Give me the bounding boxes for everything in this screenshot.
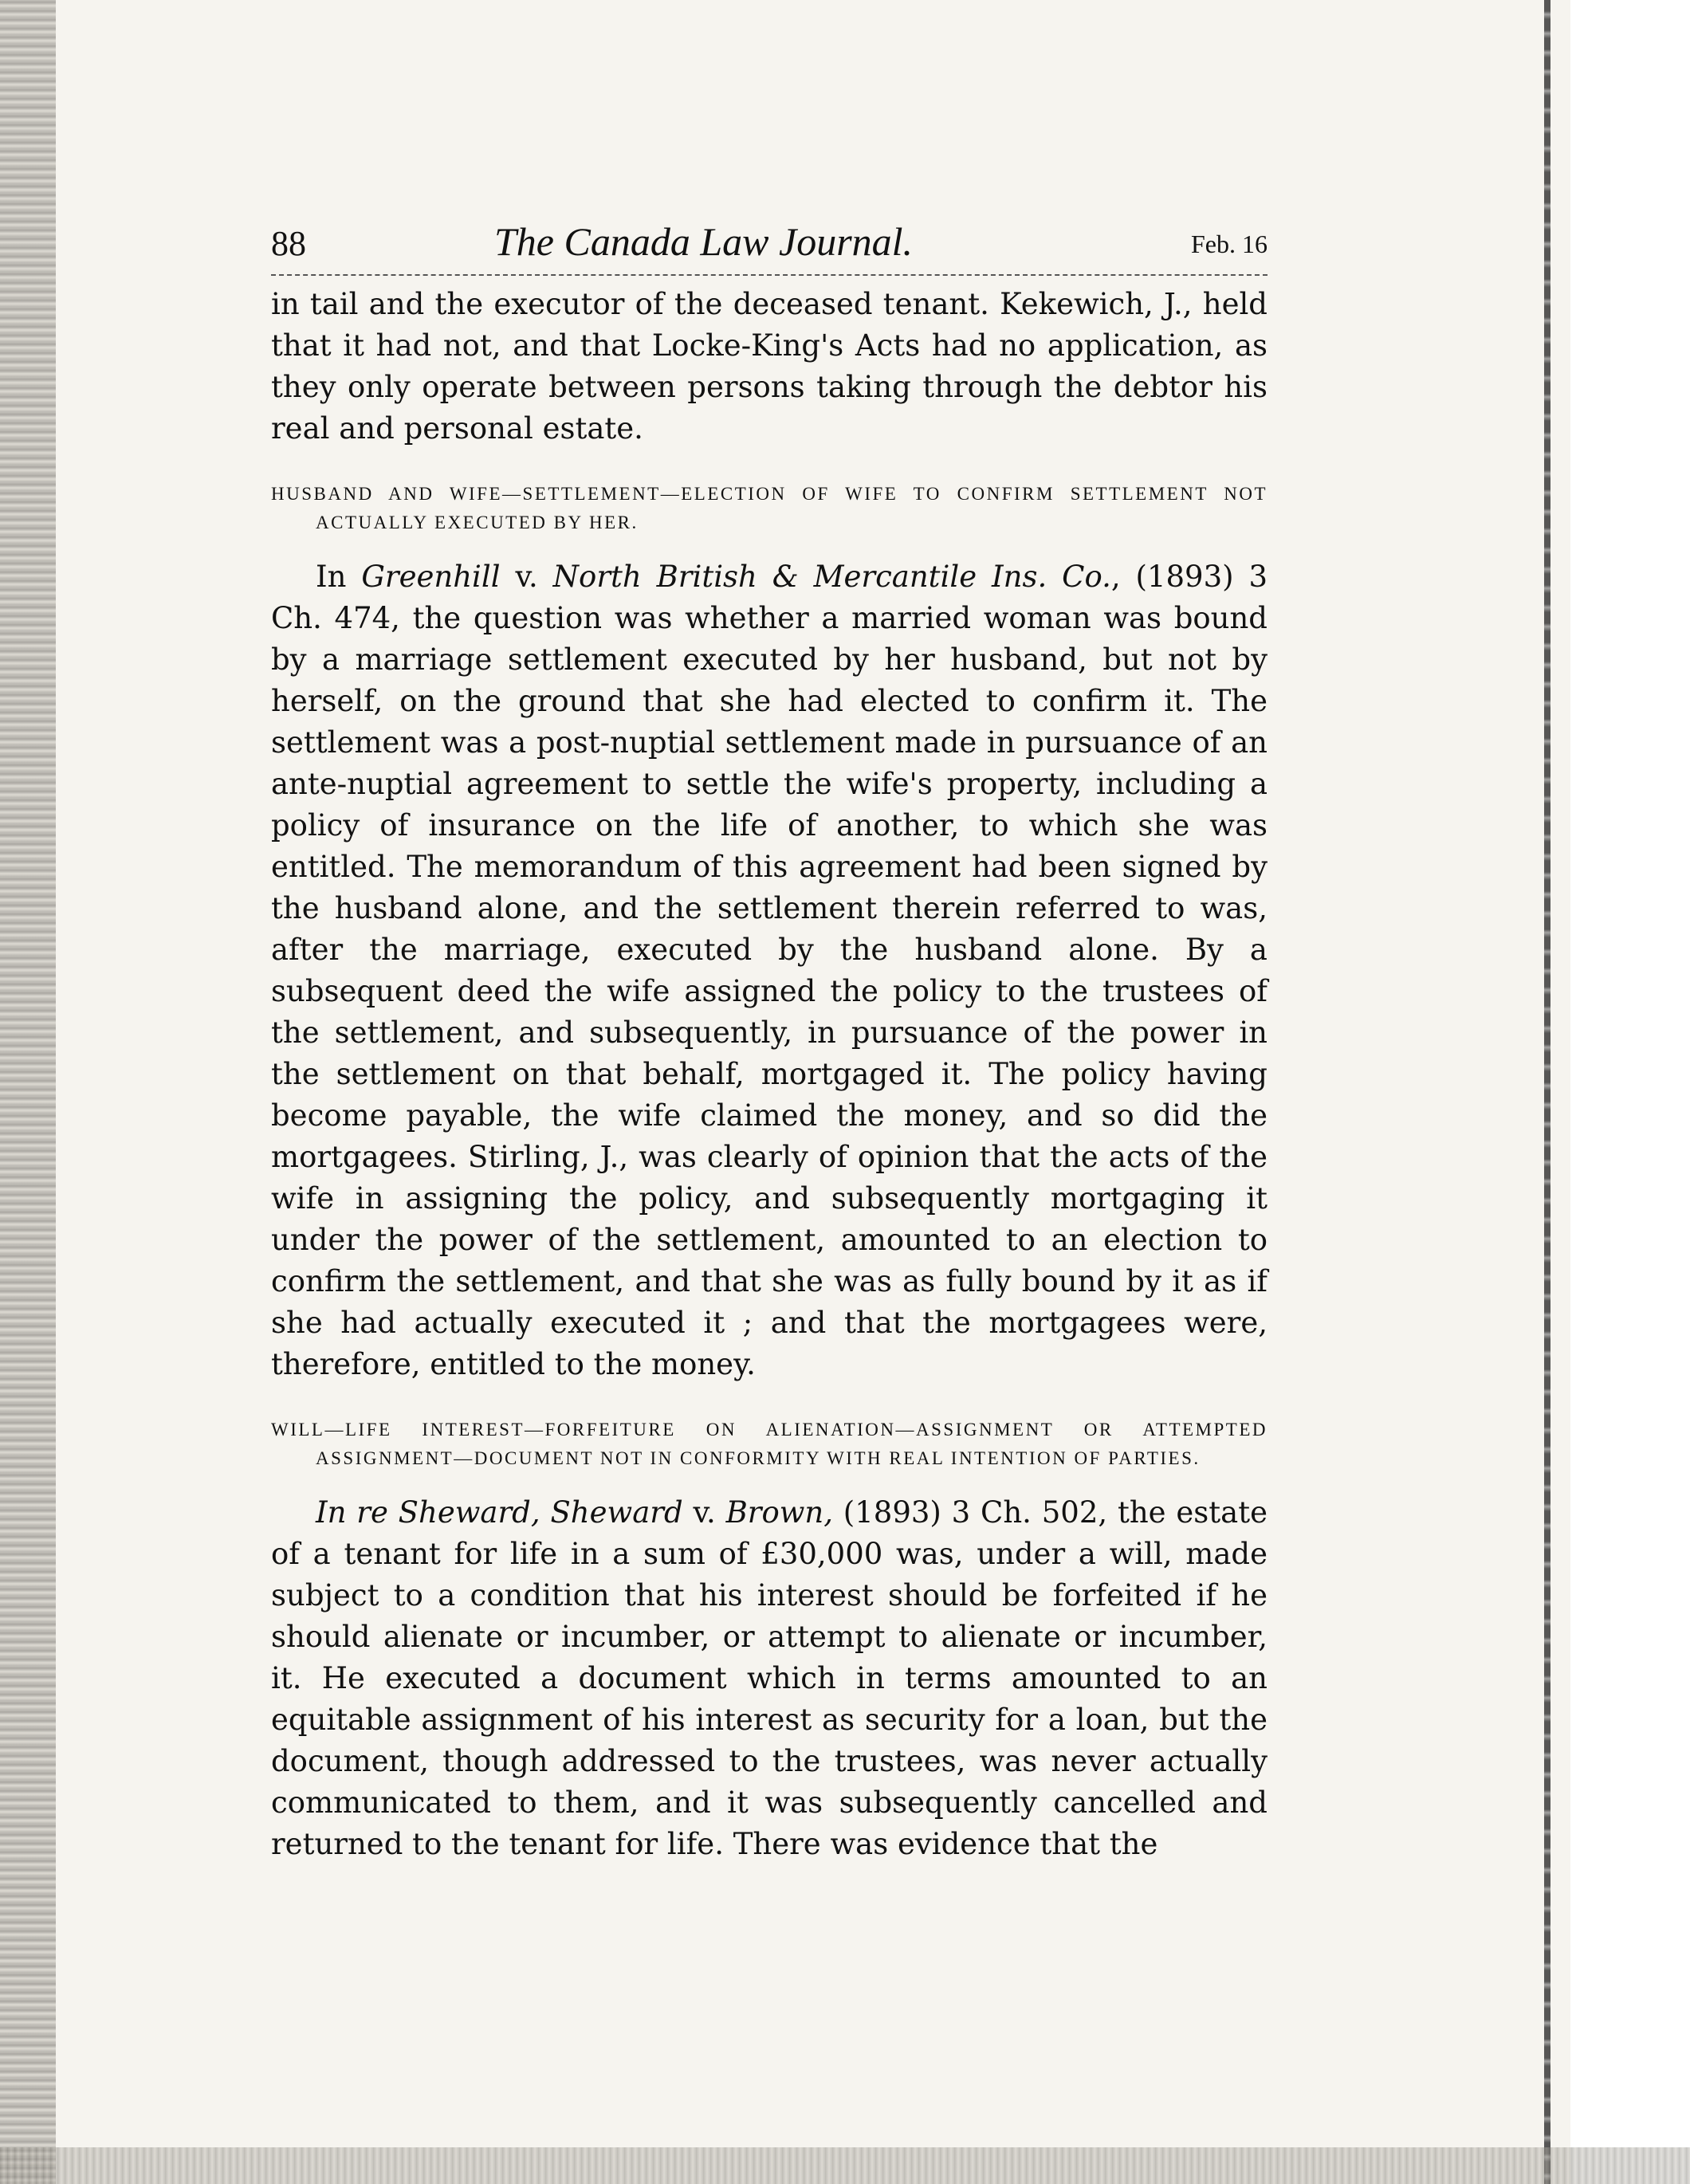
journal-page xyxy=(271,219,1268,1865)
section-1-body: , (1893) 3 Ch. 474, the question was whether a married woman was bound by a marriage settlement executed by her husband, but not by herself, on the ground that she had elected to confirm it. The settlement was a post-nuptial settlement made in pursuance of an ante-nuptial agreement to settle the wife's property, including a policy of insurance on the life of another, to which she was entitled. The memorandum of this agreement had been signed by the husband alone, and the settlement therein referred to was, after the marriage, executed by the husband alone. By a subsequent deed the wife assigned the policy to the trustees of the settlement, and subsequently, in pursuance of the power in the settlement on that behalf, mortgaged it. The policy having become payable, the wife claimed the money, and so did the mortgagees. Stirling, J., was clearly of opinion that the acts of the wife in assigning the policy, and subsequently mortgaging it under the power of the settlement, amounted to an election to confirm the settlement, and that she was as fully bound by it as if she had actually executed it ; and that the mortgagees were, therefore, entitled to the money. xyxy=(271,560,1268,1381)
journal-title: The Canada Law Journal. xyxy=(494,219,914,264)
section-2-versus: v. xyxy=(682,1495,726,1530)
continuation-paragraph: in tail and the executor of the deceased tenant. Kekewich, J., held that it had not, and that Locke-King's Acts had no application, as they only operate between persons taking through the debtor his real and personal estate. xyxy=(271,287,1268,446)
section-1-versus: v. xyxy=(500,560,553,594)
section-1-paragraph xyxy=(271,556,1268,1385)
section-2-paragraph xyxy=(271,1492,1268,1865)
running-head xyxy=(271,219,1268,276)
case-name-greenhill: Greenhill xyxy=(361,560,501,594)
section-1-lead-in: In xyxy=(316,560,362,594)
case-name-brown: Brown, xyxy=(725,1495,833,1530)
scan-left-edge xyxy=(0,0,56,2184)
case-name-north-british: North British & Mercantile Ins. Co. xyxy=(552,560,1111,594)
scan-bottom-edge xyxy=(0,2147,1690,2184)
page-number: 88 xyxy=(271,224,306,263)
section-2-headnote: WILL—LIFE INTEREST—FORFEITURE ON ALIENATION—ASSIGNMENT OR ATTEMPTED ASSIGNMENT—DOCUMENT NOT IN CONFORMITY WITH REAL INTENTION OF PARTIES. xyxy=(271,1420,1268,1468)
issue-date: Feb. 16 xyxy=(1191,230,1268,258)
case-name-sheward: In re Sheward, Sheward xyxy=(316,1495,683,1530)
section-1-headnote: HUSBAND AND WIFE—SETTLEMENT—ELECTION OF WIFE TO CONFIRM SETTLEMENT NOT ACTUALLY EXECUTED BY HER. xyxy=(271,484,1268,532)
scan-right-binding xyxy=(1544,0,1550,2184)
scan-right-margin xyxy=(1570,0,1690,2184)
section-2-body: (1893) 3 Ch. 502, the estate of a tenant for life in a sum of £30,000 was, under a will, made subject to a condition that his interest should be forfeited if he should alienate or incumber, or attempt to alienate or incumber, it. He executed a document which in terms amounted to an equitable assignment of his interest as security for a loan, but the document, though addressed to the trustees, was never actually communicated to them, and it was subsequently cancelled and returned to the tenant for life. There was evidence that the xyxy=(271,1495,1268,1861)
